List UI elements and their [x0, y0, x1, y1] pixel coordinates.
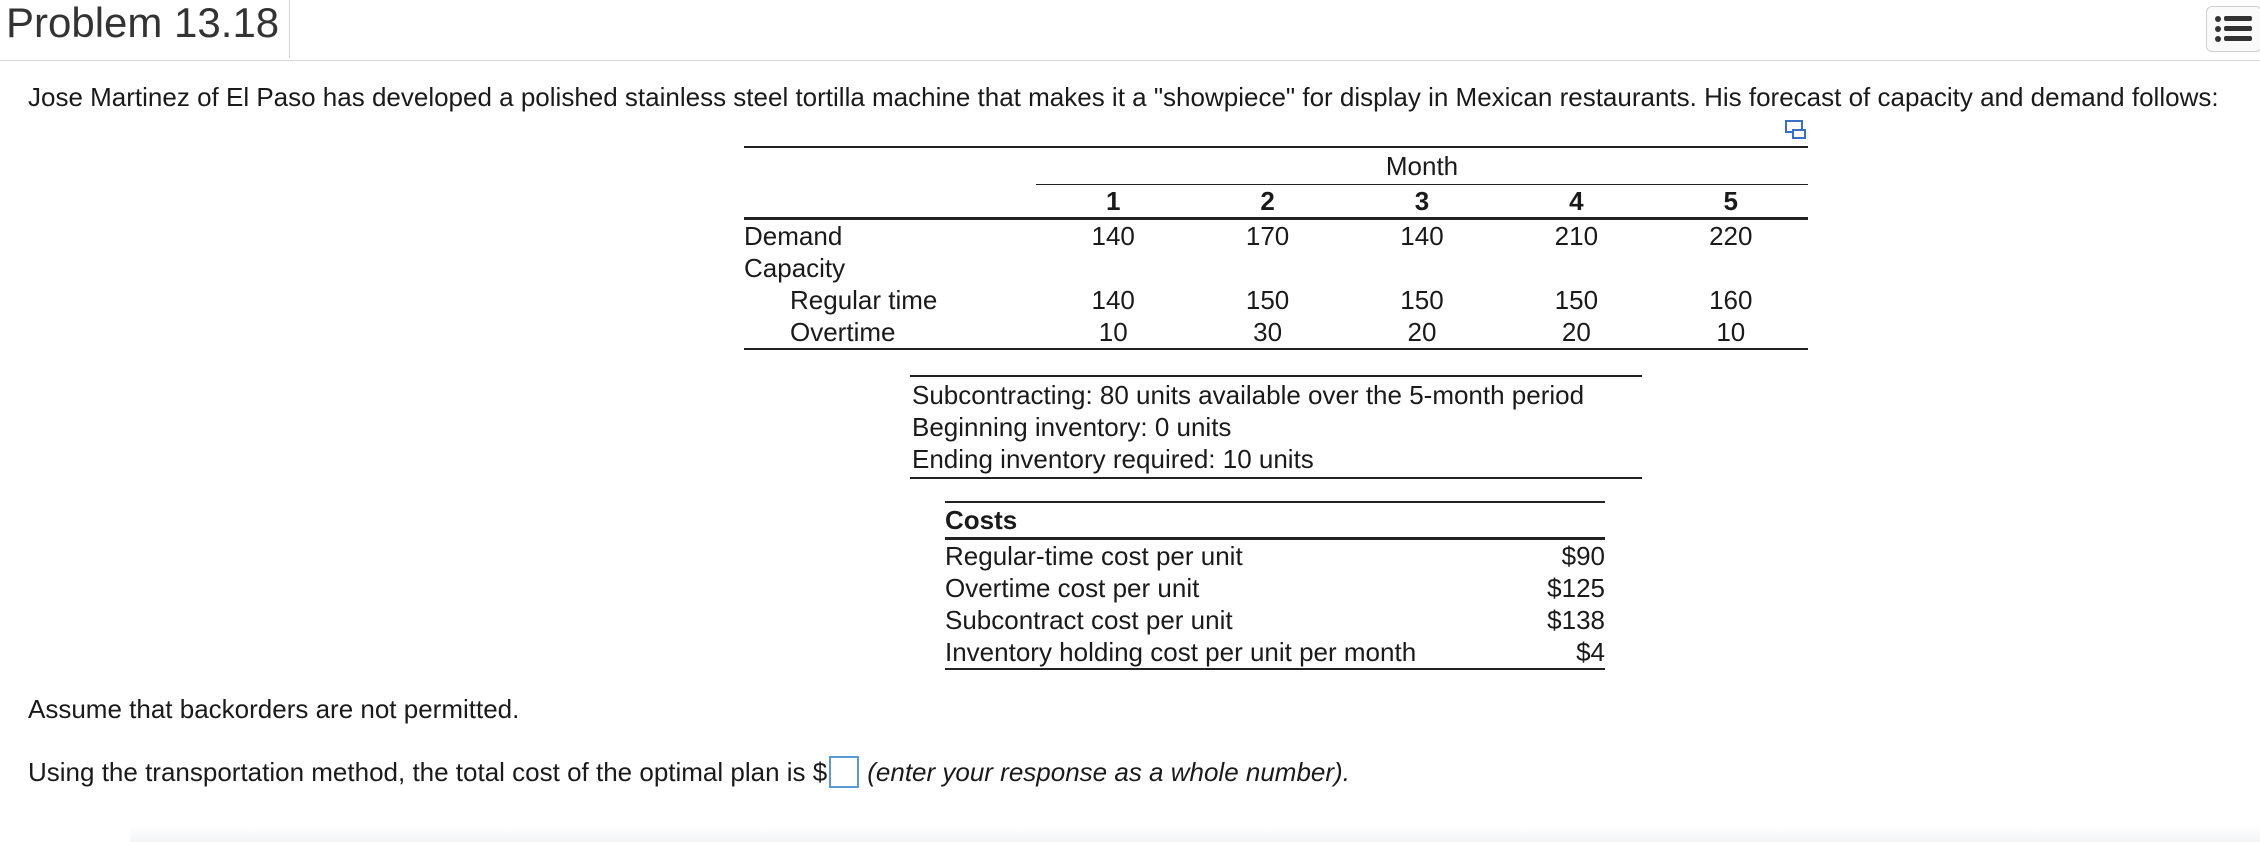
cost-value: $90	[1561, 540, 1605, 571]
row-label: Capacity	[744, 252, 846, 283]
beginning-inventory-text: Beginning inventory: 0 units	[912, 412, 1232, 442]
table-cell: 160	[1709, 284, 1753, 315]
table-cell: 150	[1245, 284, 1290, 315]
table-cell: 30	[1253, 316, 1283, 347]
month-col-header: 2	[1260, 185, 1275, 216]
month-col-header: 1	[1105, 185, 1121, 216]
table-cell: 20	[1561, 316, 1591, 347]
costs-heading: Costs	[945, 504, 1018, 535]
page-title: Problem 13.18	[6, 0, 290, 58]
cost-label: Regular-time cost per unit	[945, 540, 1243, 571]
month-col-header: 3	[1414, 185, 1430, 216]
list-menu-icon	[2215, 15, 2253, 43]
regular-time-row	[744, 284, 1808, 316]
demand-row	[744, 219, 1808, 253]
table-cell: 140	[1091, 284, 1135, 315]
table-cell: 150	[1400, 284, 1444, 315]
cost-row	[945, 636, 1605, 669]
planning-info-box	[910, 375, 1642, 479]
table-cell: 20	[1407, 316, 1437, 347]
footer-divider	[130, 826, 2260, 842]
answer-instruction: (enter your response as a whole number).	[867, 756, 1350, 787]
cost-row	[945, 604, 1605, 636]
subcontracting-text: Subcontracting: 80 units available over the 5-month period	[912, 380, 1585, 410]
month-col-header: 4	[1569, 185, 1584, 216]
table-cell: 10	[1098, 316, 1128, 347]
cost-label: Subcontract cost per unit	[945, 604, 1233, 635]
assumption-text: Assume that backorders are not permitted.	[28, 694, 520, 724]
menu-button[interactable]	[2206, 6, 2260, 52]
cost-row	[945, 539, 1605, 573]
cost-row	[945, 572, 1605, 604]
problem-statement: Jose Martinez of El Paso has developed a polished stainless steel tortilla machine that makes it a "showpiece" for display in Mexican restaurants. His forecast of capacity and demand follows:	[28, 82, 2219, 112]
month-col-header: 5	[1723, 185, 1739, 216]
cost-label: Overtime cost per unit	[945, 572, 1200, 603]
costs-table	[945, 501, 1605, 670]
table-cell: 10	[1716, 316, 1746, 347]
ending-inventory-text: Ending inventory required: 10 units	[912, 444, 1314, 474]
table-cell: 150	[1554, 284, 1599, 315]
question-line	[28, 756, 1350, 788]
table-cell: 140	[1400, 220, 1444, 251]
cost-value: $125	[1547, 572, 1605, 603]
row-label: Regular time	[790, 284, 938, 315]
table-cell: 140	[1091, 220, 1135, 251]
answer-input[interactable]	[829, 756, 859, 788]
cost-value: $138	[1547, 604, 1605, 635]
capacity-demand-table	[744, 146, 1808, 350]
header	[0, 0, 2260, 61]
cost-label: Inventory holding cost per unit per month	[945, 636, 1417, 667]
capacity-row	[744, 252, 1808, 284]
month-header: Month	[1036, 147, 1808, 185]
cost-value: $4	[1576, 636, 1605, 667]
row-label: Overtime	[790, 316, 896, 347]
table-cell: 170	[1245, 220, 1290, 251]
popout-icon[interactable]	[1785, 120, 1807, 145]
question-text: Using the transportation method, the total cost of the optimal plan is $	[28, 756, 828, 787]
table-cell: 220	[1709, 220, 1753, 251]
row-label: Demand	[744, 220, 843, 251]
overtime-row	[744, 316, 1808, 349]
table-cell: 210	[1554, 220, 1599, 251]
